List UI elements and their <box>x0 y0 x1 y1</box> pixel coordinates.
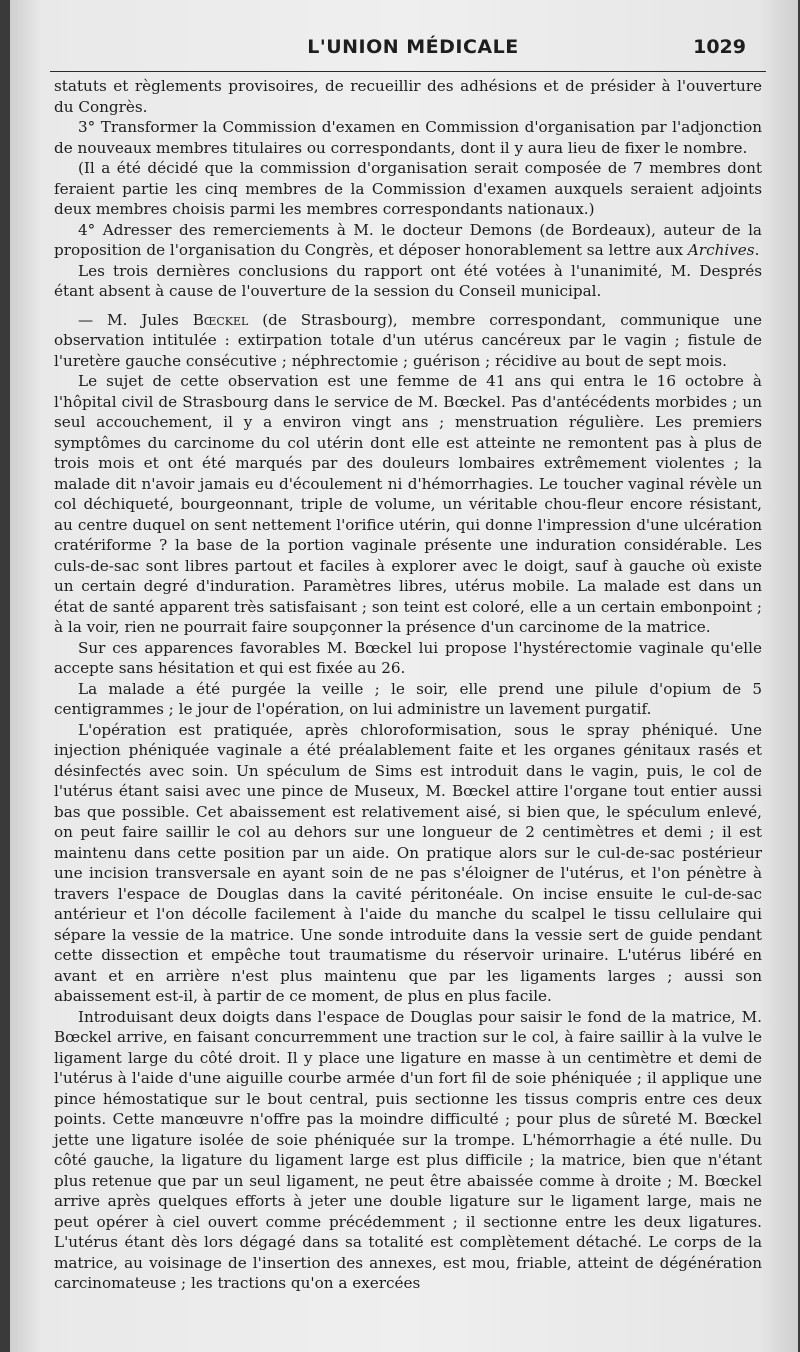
author-name-smallcaps: Bœckel <box>192 310 249 329</box>
paragraph-point-4-end: . <box>754 241 760 259</box>
document-page <box>10 0 798 1352</box>
archives-italic: Archives <box>687 241 755 259</box>
paragraph-operation: L'opération est pratiquée, après chloroformisation, sous le spray phéniqué. Une injection phéniquée vaginale a été préalablement faite et les organes génitaux rasés et désinfectés avec soin. Un spéculum de Sims est introduit dans le vagin, puis, le col de l'utérus étant saisi avec une pince de Museux, M. Bœckel attire l'organe tout entier aussi bas que possible. Cet abaissement est relativement aisé, si bien que, le spéculum enlevé, on peut faire saillir le col au dehors sur une longueur de 2 centimètres et demi ; il est maintenu dans cette position par un aide. On pratique alors sur le cul-de-sac postérieur une incision transversale en ayant soin de ne pas s'éloigner de l'utérus, et l'on pénètre à travers l'espace de Douglas dans la cavité péritonéale. On incise ensuite le cul-de-sac antérieur et l'on décolle facilement à l'aide du manche du scalpel le tissu cellulaire qui sépare la vessie de la matrice. Une sonde introduite dans la vessie sert de guide pendant cette dissection et empêche tout traumatisme du réservoir urinaire. L'utérus libéré en avant et en arrière n'est plus maintenu que par les ligaments larges ; aussi son abaissement est-il, à partir de ce moment, de plus en plus facile. <box>54 720 762 1005</box>
paragraph-preparation: La malade a été purgée la veille ; le soir, elle prend une pilule d'opium de 5 centigrammes ; le jour de l'opération, on lui administre un lavement purgatif. <box>54 679 762 718</box>
paragraph-statuts: statuts et règlements provisoires, de recueillir des adhésions et de présider à l'ouverture du Congrès. <box>54 77 762 116</box>
paragraph-point-4 <box>54 220 762 261</box>
body-text <box>54 76 762 1294</box>
paragraph-boeckel-intro-start: — M. Jules <box>78 310 193 329</box>
paragraph-case-description: Le sujet de cette observation est une femme de 41 ans qui entra le 16 octobre à l'hôpital civil de Strasbourg dans le service de M. Bœckel. Pas d'antécédents morbides ; un seul accouchement, il y a environ vingt ans ; menstruation régulière. Les premiers symptômes du carcinome du col utérin dont elle est atteinte ne remontent pas à plus de trois mois et ont été marqués par des douleurs lombaires extrêmement violentes ; la malade dit n'avoir jamais eu d'écoulement ni d'hémorrhagies. Le toucher vaginal révèle un col déchiqueté, bourgeonnant, triple de volume, un véritable chou-fleur encore résistant, au centre duquel on sent nettement l'orifice utérin, qui donne l'impression d'une ulcération cratériforme ? la base de la portion vaginale présente une induration considérable. Les culs-de-sac sont libres partout et faciles à explorer avec le doigt, sauf à gauche où existe un certain degré d'induration. Paramètres libres, utérus mobile. La malade est dans un état de santé apparent très satisfaisant ; son teint est coloré, elle a un certain embonpoint ; à la voir, rien ne pourrait faire soupçonner la présence d'un carcinome de la matrice. <box>54 372 762 636</box>
paragraph-point-3: 3° Transformer la Commission d'examen en Commission d'organisation par l'adjonction de nouveaux membres titulaires ou correspondants, dont il y aura lieu de fixer le nombre. <box>54 118 762 157</box>
page-header <box>60 36 766 66</box>
paragraph-conclusions: Les trois dernières conclusions du rapport ont été votées à l'unanimité, M. Després étant absent à cause de l'ouverture de la session du Conseil municipal. <box>54 261 762 300</box>
running-title: L'UNION MÉDICALE <box>307 36 519 58</box>
header-rule <box>50 71 766 72</box>
paragraph-point-4-text: 4° Adresser des remerciements à M. le docteur Demons (de Bordeaux), auteur de la proposition de l'organisation du Congrès, et déposer honorablement sa lettre aux <box>54 220 762 259</box>
paragraph-boeckel-intro-rest: (de Strasbourg), membre correspondant, communique une observation intitulée : extirpation totale d'un utérus cancéreux par le vagin ; fistule de l'uretère gauche consécutive ; néphrectomie ; guérison ; récidive au bout de sept mois. <box>54 310 762 370</box>
paragraph-proposal: Sur ces apparences favorables M. Bœckel lui propose l'hystérectomie vaginale qu'elle accepte sans hésitation et qui est fixée au 26. <box>54 638 762 677</box>
paragraph-ligature: Introduisant deux doigts dans l'espace de Douglas pour saisir le fond de la matrice, M. Bœckel arrive, en faisant concurremment une traction sur le col, à faire saillir à la vulve le ligament large du côté droit. Il y place une ligature en masse à un centimètre et demi de l'utérus à l'aide d'une aiguille courbe armée d'un fort fil de soie phéniquée ; il applique une pince hémostatique sur le bout central, puis sectionne les tissus compris entre ces deux points. Cette manœuvre n'offre pas la moindre difficulté ; pour plus de sûreté M. Bœckel jette une ligature isolée de soie phéniquée sur la trompe. L'hémorrhagie a été nulle. Du côté gauche, la ligature du ligament large est plus difficile ; la matrice, bien que n'étant plus retenue que par un seul ligament, ne peut être abaissée comme à droite ; M. Bœckel arrive après quelques efforts à jeter une double ligature sur le ligament large, mais ne peut opérer à ciel ouvert comme précédemment ; il sectionne entre les deux ligatures. L'utérus étant dès lors dégagé dans sa totalité est complètement détaché. Le corps de la matrice, au voisinage de l'insertion des annexes, est mou, friable, atteint de dégénération carcinomateuse ; les tractions qu'on a exercées <box>54 1007 762 1292</box>
page-number: 1029 <box>693 36 746 58</box>
paragraph-commission-note: (Il a été décidé que la commission d'organisation serait composée de 7 membres dont feraient partie les cinq membres de la Commission d'examen auxquels seraient adjoints deux membres choisis parmi les membres correspondants nationaux.) <box>54 159 762 218</box>
paragraph-boeckel-intro <box>54 310 762 372</box>
